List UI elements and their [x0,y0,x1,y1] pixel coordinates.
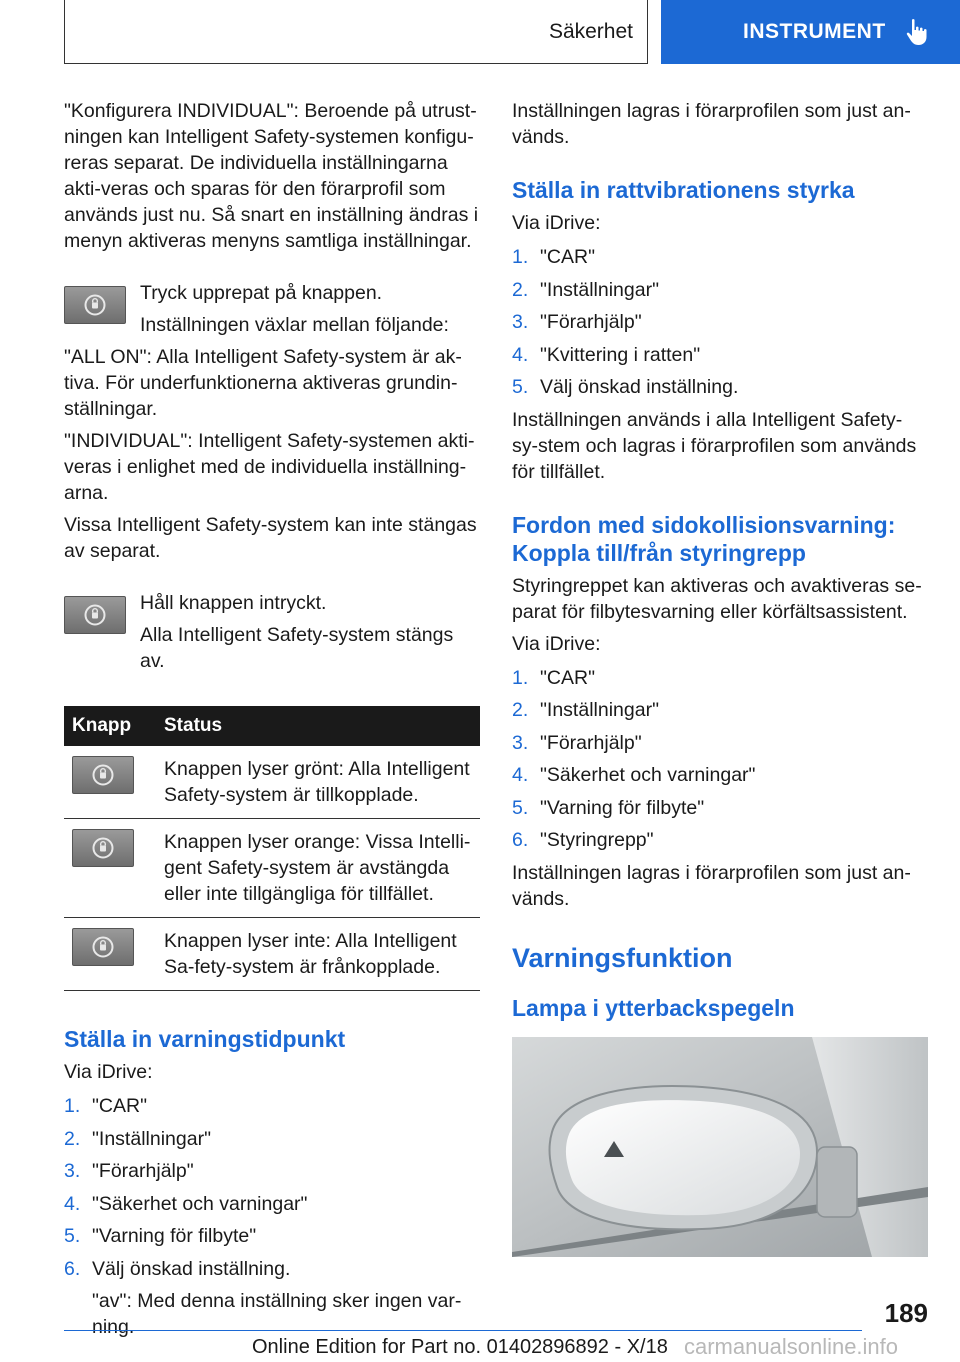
page-number: 189 [884,1298,928,1328]
vibration-after-text: Inställningen används i alla Intelligent Safety-sy-stem och lagras i förarprofilen som används för tillfället. [512,408,917,483]
hold-text: Håll knappen intryckt. [140,592,327,614]
list-item: 5. "Varning för filbyte" [512,796,705,819]
warn-time-via: Via iDrive: [64,1061,153,1083]
vibration-heading: Ställa in rattvibrationens styrka [512,177,855,203]
intro-text: "Konfigurera INDIVIDUAL": Beroende på utrust-ningen kan Intelligent Safety-systemen konfigu-reras separat. De individuella inställningarna akti-veras och sparas för den förarprofil som används just nu. Så snart en inställning ändras i menyn aktiveras menyns samtliga inställningar. [64,100,479,252]
status-cell: Knappen lyser orange: Vissa Intelli-gent Safety-system är avstängda eller inte tillgängliga för tillfället. [156,819,480,918]
watermark: carmanualsonline.info [684,1334,899,1359]
list-item: 6. Välj önskad inställning. "av": Med denna inställning sker ingen var-ning. [64,1256,480,1340]
left-column [64,98,480,1346]
saved-top-text: Inställningen lagras i förarprofilen som just an-vänds. [512,100,911,148]
section-title: Säkerhet [548,19,633,43]
table-row [64,746,480,819]
table-row [64,918,480,991]
steering-after-text: Inställningen lagras i förarprofilen som just an-vänds. [512,861,911,910]
safety-button-icon [72,928,134,966]
table-row [64,819,480,918]
hold-row [64,590,480,680]
steering-heading: Fordon med sidokollisionsvarning: Koppla till/från styringrepp [512,511,896,566]
table-header-status: Status [156,706,480,746]
all-on-text: "ALL ON": Alla Intelligent Safety-system är ak-tiva. För underfunktionerna aktiveras grundin-ställningar. [64,346,462,420]
side-mirror-illustration [512,1037,928,1257]
steering-text: Styringreppet kan aktiveras och avaktiveras se-parat för filbytesvarning eller körfältsassistent. [512,574,922,623]
safety-button-icon [64,286,126,324]
list-item: 3. "Förarhjälp" [64,1160,194,1182]
status-cell: Knappen lyser grönt: Alla Intelligent Safety-system är tillkopplade. [156,746,480,819]
chapter-title: INSTRUMENT [743,20,886,43]
list-item: 2. "Inställningar" [512,278,659,301]
individual-text: "INDIVIDUAL": Intelligent Safety-systemen akti-veras i enlighet med de individuella inställning-arna. [64,430,475,504]
list-item: 1. "CAR" [512,246,596,268]
steering-via: Via iDrive: [512,632,601,655]
section-tab [64,0,648,64]
list-item: 6. "Styringrepp" [512,829,654,851]
list-item: 5. Välj önskad inställning. [512,376,739,398]
press-repeat-text: Tryck upprepat på knappen. [140,282,383,304]
warn-time-heading: Ställa in varningstidpunkt [64,1026,346,1052]
warning-heading: Varningsfunktion [512,942,733,973]
list-item: 4. "Kvittering i ratten" [512,343,701,366]
warn-off-note: "av": Med denna inställning sker ingen var-ning. [92,1289,462,1338]
cannot-disable-text: Vissa Intelligent Safety-system kan inte stängas av separat. [64,514,477,562]
safety-button-icon [72,756,134,794]
right-column [512,98,928,1022]
list-item: 2. "Inställningar" [64,1127,211,1150]
vibration-steps [512,244,928,400]
steering-steps [512,665,928,854]
toggle-text: Inställningen växlar mellan följande: [140,314,449,336]
status-table [64,706,480,991]
status-cell: Knappen lyser inte: Alla Intelligent Sa-fety-system är frånkopplade. [156,918,480,991]
table-header-knapp: Knapp [64,706,156,746]
footer-divider [64,1330,862,1331]
vibration-via: Via iDrive: [512,212,601,234]
list-item: 2. "Inställningar" [512,699,659,721]
list-item: 4. "Säkerhet och varningar" [64,1192,308,1215]
list-item: 3. "Förarhjälp" [512,731,642,754]
safety-button-icon [72,829,134,867]
warn-time-steps [64,1093,480,1340]
list-item: 4. "Säkerhet och varningar" [512,764,756,786]
chapter-tab[interactable] [661,0,960,64]
lamp-heading: Lampa i ytterbackspegeln [512,994,795,1021]
all-off-text: Alla Intelligent Safety-system stängs av. [140,624,454,672]
list-item: 1. "CAR" [64,1095,148,1117]
press-repeat-row [64,280,480,344]
list-item: 5. "Varning för filbyte" [64,1225,257,1247]
safety-button-icon [64,596,126,634]
hand-pointer-icon [906,18,928,46]
list-item: 1. "CAR" [512,666,596,689]
edition-text: Online Edition for Part no. 01402896892 - X/18 [252,1336,668,1358]
list-item: 3. "Förarhjälp" [512,311,642,333]
